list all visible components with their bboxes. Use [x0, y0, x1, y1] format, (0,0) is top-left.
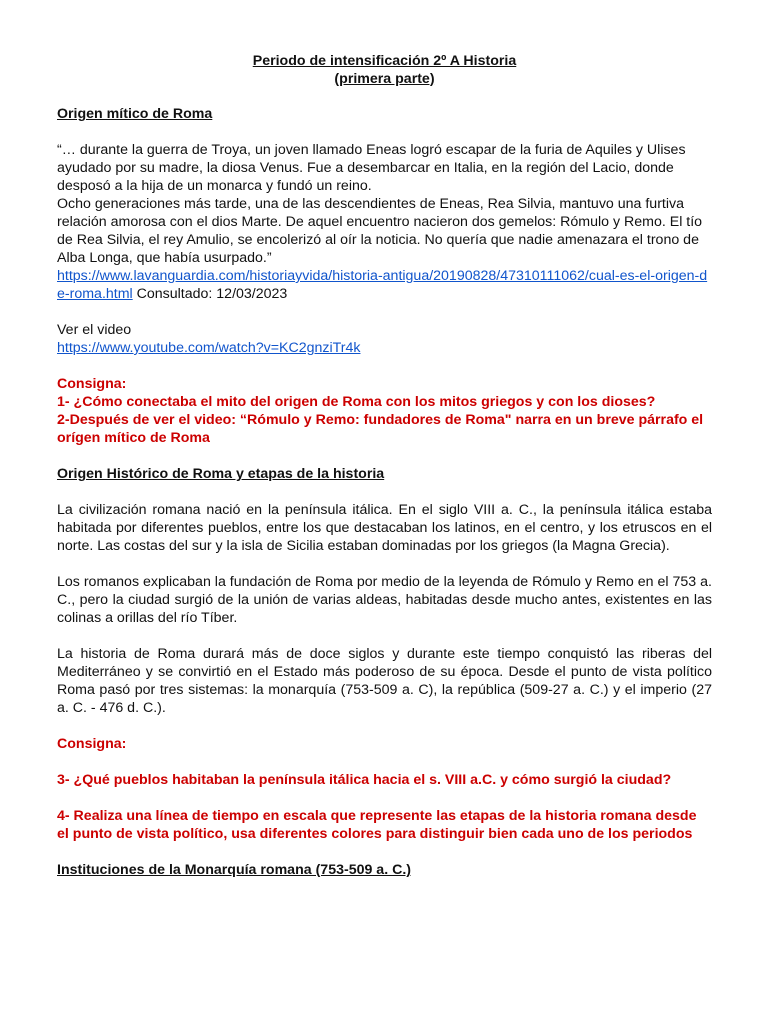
quote-paragraph-1: “… durante la guerra de Troya, un joven llamado Eneas logró escapar de la furia de Aquiles y Ulises ayudado por su madre, la diosa Venus. Fue a desembarcar en Italia, en la región del Lacio, donde desposó a la hija de un monarca y fundó un reino. [57, 142, 686, 194]
consigna-item-1: 1- ¿Cómo conectaba el mito del origen de Roma con los mitos griegos y con los dioses? [57, 394, 656, 410]
document-title: Periodo de intensificación 2º A Historia [252, 53, 517, 69]
source-consulted-date: Consultado: 12/03/2023 [132, 286, 288, 302]
source-citation [57, 267, 712, 303]
source-link[interactable]: https://www.lavanguardia.com/historiayvida/historia-antigua/20190828/47310111062/cual-es-el-origen-de-roma.html [57, 268, 708, 302]
document-subtitle: (primera parte) [334, 70, 435, 87]
heading-instituciones: Instituciones de la Monarquía romana (753-509 a. C.) [57, 862, 411, 878]
consigna-label-1: Consigna: [57, 376, 127, 392]
historia-paragraph-3: La historia de Roma durará más de doce siglos y durante este tiempo conquistó las riberas del Mediterráneo y se convirtió en el Estado más poderoso de su época. Desde el punto de vista político Roma pasó por tres sistemas: la monarquía (753-509 a. C), la república (509-27 a. C.) y el imperio (27 a. C. - 476 d. C.). [57, 646, 712, 716]
consigna-label-2: Consigna: [57, 736, 127, 752]
historia-paragraph-1: La civilización romana nació en la península itálica. En el siglo VIII a. C., la península itálica estaba habitada por diferentes pueblos, entre los que destacaban los latinos, en el centro, y los etruscos en el norte. Las costas del sur y la isla de Sicilia estaban dominadas por los griegos (la Magna Grecia). [57, 502, 712, 554]
quote-paragraph-2: Ocho generaciones más tarde, una de las descendientes de Eneas, Rea Silvia, mantuvo una furtiva relación amorosa con el dios Marte. De aquel encuentro nacieron dos gemelos: Rómulo y Remo. El tío de Rea Silvia, el rey Amulio, se encolerizó al oír la noticia. No quería que nadie amenazara el trono de Alba Longa, que había usurpado.” [57, 196, 703, 266]
historia-paragraph-2: Los romanos explicaban la fundación de Roma por medio de la leyenda de Rómulo y Remo en el 753 a. C., pero la ciudad surgió de la unión de varias aldeas, habitadas desde mucho antes, existentes en las colinas a orillas del río Tíber. [57, 574, 712, 626]
video-link-line [57, 339, 712, 357]
consigna-item-3: 3- ¿Qué pueblos habitaban la península itálica hacia el s. VIII a.C. y cómo surgió la ciudad? [57, 772, 672, 788]
document-title-block [57, 53, 712, 88]
heading-origen-mitico: Origen mítico de Roma [57, 106, 213, 122]
consigna-item-4: 4- Realiza una línea de tiempo en escala que represente las etapas de la historia romana desde el punto de vista político, usa diferentes colores para distinguir bien cada uno de los periodos [57, 808, 697, 842]
heading-origen-historico: Origen Histórico de Roma y etapas de la historia [57, 466, 385, 482]
consigna-item-2: 2-Después de ver el video: “Rómulo y Remo: fundadores de Roma" narra en un breve párrafo el orígen mítico de Roma [57, 412, 704, 446]
video-link[interactable]: https://www.youtube.com/watch?v=KC2gnziTr4k [57, 340, 361, 356]
video-label: Ver el video [57, 322, 132, 338]
